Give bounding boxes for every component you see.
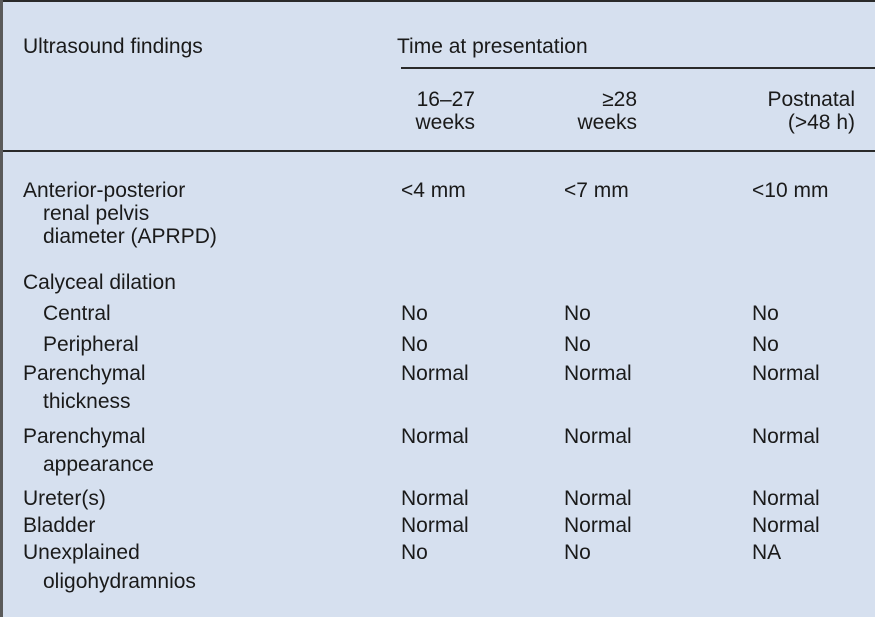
findings-header: Ultrasound findings bbox=[23, 35, 203, 58]
cell-peripheral-col1: No bbox=[401, 333, 428, 356]
row-label-thickness-2: thickness bbox=[43, 390, 131, 413]
row-label-aprpd-2: renal pelvis bbox=[43, 202, 150, 225]
cell-bladder-col1: Normal bbox=[401, 514, 469, 537]
row-label-calyceal: Calyceal dilation bbox=[23, 271, 176, 294]
col3-header-line1: Postnatal bbox=[767, 88, 855, 111]
cell-central-col2: No bbox=[564, 302, 591, 325]
cell-ureters-col3: Normal bbox=[752, 487, 820, 510]
col2-header-line2: weeks bbox=[577, 111, 637, 134]
col3-header-line2: (>48 h) bbox=[787, 111, 855, 134]
header-bottom-rule bbox=[3, 150, 875, 152]
row-label-peripheral: Peripheral bbox=[43, 333, 139, 356]
cell-appearance-col3: Normal bbox=[752, 425, 820, 448]
row-label-aprpd-3: diameter (APRPD) bbox=[43, 225, 217, 248]
row-label-ureters: Ureter(s) bbox=[23, 487, 106, 510]
row-label-appearance-2: appearance bbox=[43, 453, 154, 476]
cell-bladder-col2: Normal bbox=[564, 514, 632, 537]
row-label-bladder: Bladder bbox=[23, 514, 96, 537]
row-label-appearance-1: Parenchymal bbox=[23, 425, 146, 448]
cell-bladder-col3: Normal bbox=[752, 514, 820, 537]
cell-thickness-col3: Normal bbox=[752, 362, 820, 385]
row-label-thickness-1: Parenchymal bbox=[23, 362, 146, 385]
cell-central-col1: No bbox=[401, 302, 428, 325]
cell-thickness-col1: Normal bbox=[401, 362, 469, 385]
time-header-rule bbox=[401, 67, 875, 69]
row-label-oligo-2: oligohydramnios bbox=[43, 570, 196, 593]
cell-appearance-col1: Normal bbox=[401, 425, 469, 448]
cell-peripheral-col3: No bbox=[752, 333, 779, 356]
top-rule bbox=[3, 0, 875, 2]
cell-aprpd-col3: <10 mm bbox=[752, 179, 829, 202]
cell-oligo-col1: No bbox=[401, 541, 428, 564]
cell-central-col3: No bbox=[752, 302, 779, 325]
cell-thickness-col2: Normal bbox=[564, 362, 632, 385]
cell-ureters-col1: Normal bbox=[401, 487, 469, 510]
col1-header-line1: 16–27 bbox=[416, 88, 475, 111]
time-header: Time at presentation bbox=[397, 35, 588, 58]
cell-appearance-col2: Normal bbox=[564, 425, 632, 448]
row-label-central: Central bbox=[43, 302, 111, 325]
row-label-oligo-1: Unexplained bbox=[23, 541, 140, 564]
cell-aprpd-col1: <4 mm bbox=[401, 179, 466, 202]
row-label-aprpd-1: Anterior-posterior bbox=[23, 179, 186, 202]
cell-oligo-col3: NA bbox=[752, 541, 782, 564]
cell-oligo-col2: No bbox=[564, 541, 591, 564]
cell-aprpd-col2: <7 mm bbox=[564, 179, 629, 202]
col1-header-line2: weeks bbox=[415, 111, 475, 134]
col2-header-line1: ≥28 bbox=[602, 88, 637, 111]
cell-peripheral-col2: No bbox=[564, 333, 591, 356]
cell-ureters-col2: Normal bbox=[564, 487, 632, 510]
